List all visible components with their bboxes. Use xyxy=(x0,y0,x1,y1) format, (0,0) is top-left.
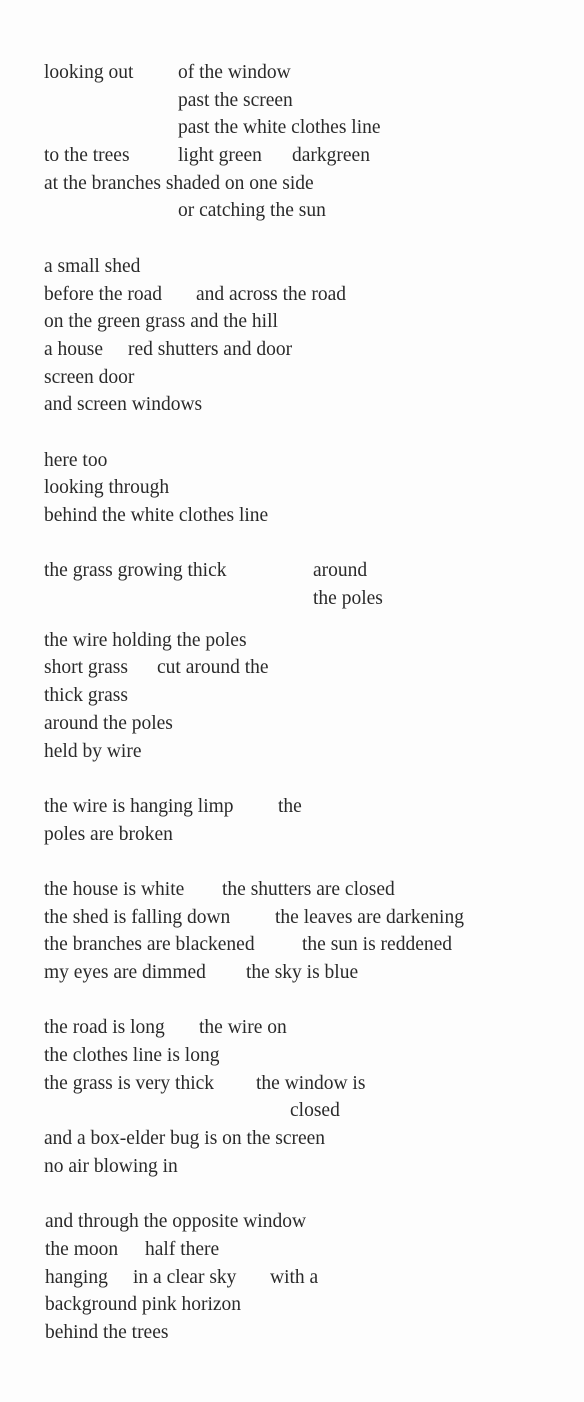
poem-text: thick grass xyxy=(44,685,128,707)
poem-line xyxy=(44,1042,574,1070)
poem-text: and screen windows xyxy=(44,394,203,416)
stanza-4 xyxy=(44,557,574,612)
poem-line xyxy=(44,1291,574,1319)
poem-text: looking through xyxy=(44,477,170,499)
poem-line xyxy=(44,1070,574,1098)
poem-text: the xyxy=(278,795,302,817)
stanza-break xyxy=(44,613,574,627)
poem-text: of the window xyxy=(178,62,291,83)
poem-line xyxy=(44,364,574,392)
poem-line xyxy=(44,114,574,142)
poem-text: my eyes are dimmed xyxy=(44,962,206,983)
poem-line xyxy=(44,876,574,904)
poem-line xyxy=(44,1153,574,1181)
poem-text: the wire is hanging limp xyxy=(44,795,234,817)
poem-text: the shutters are closed xyxy=(222,878,395,900)
poem-text: or catching the sun xyxy=(178,200,326,222)
poem-text: the wire on xyxy=(199,1017,287,1039)
poem-line xyxy=(44,142,574,170)
poem-text: the road is long xyxy=(44,1017,165,1039)
poem-text: behind the white clothes line xyxy=(44,505,269,526)
poem-text: behind the trees xyxy=(45,1321,169,1343)
poem-text: red shutters and door xyxy=(128,338,293,360)
poem-text: the clothes line is long xyxy=(44,1045,220,1067)
poem-text: past the screen xyxy=(178,89,293,111)
poem-line xyxy=(44,391,574,419)
poem-line xyxy=(44,474,574,502)
poem-text: the sky is blue xyxy=(246,962,359,983)
stanza-break xyxy=(44,848,574,876)
poem-line xyxy=(44,1097,574,1125)
poem-text: with a xyxy=(270,1266,319,1288)
poem-text: the window is xyxy=(256,1072,366,1094)
poem-text: past the white clothes line xyxy=(178,117,381,139)
poem-text: and a box-elder bug is on the screen xyxy=(44,1128,326,1150)
poem-text: closed xyxy=(290,1100,340,1122)
poem-text: no air blowing in xyxy=(44,1155,178,1177)
poem-text: at the branches shaded on one side xyxy=(44,172,314,194)
poem-line xyxy=(44,710,574,738)
stanza-1 xyxy=(44,59,574,225)
poem-text: poles are broken xyxy=(44,823,173,845)
poem-line xyxy=(44,585,574,613)
stanza-7 xyxy=(44,876,574,987)
stanza-8 xyxy=(44,1014,574,1180)
poem-text: cut around the xyxy=(157,657,269,679)
stanza-break xyxy=(44,530,574,558)
poem-text: in a clear sky xyxy=(133,1266,237,1288)
poem-line xyxy=(44,336,574,364)
poem-line xyxy=(44,253,574,281)
poem-line xyxy=(44,557,574,585)
poem-line xyxy=(44,793,574,821)
stanza-break xyxy=(44,225,574,253)
poem-line xyxy=(44,1236,574,1264)
poem-text: the sun is reddened xyxy=(302,934,453,956)
poem-line xyxy=(44,1319,574,1347)
poem-text: before the road xyxy=(44,283,163,305)
poem-line xyxy=(44,627,574,655)
poem-line xyxy=(44,738,574,766)
poem-text: light green xyxy=(178,145,262,167)
poem-text: the wire holding the poles xyxy=(44,629,247,651)
poem-line xyxy=(44,502,574,530)
poem-line xyxy=(44,1125,574,1153)
poem-text: the moon xyxy=(45,1238,119,1260)
poem-line xyxy=(44,447,574,475)
stanza-break xyxy=(44,765,574,793)
poem-line xyxy=(44,821,574,849)
poem-line xyxy=(44,197,574,225)
poem-text: held by wire xyxy=(44,740,142,762)
stanza-5 xyxy=(44,627,574,765)
poem-text: looking out xyxy=(44,62,134,83)
poem-line xyxy=(44,281,574,309)
poem-text: a house xyxy=(44,338,104,360)
poem-line xyxy=(44,308,574,336)
poem-text: short grass xyxy=(44,657,128,679)
poem-text: background pink horizon xyxy=(45,1294,242,1316)
poem-text: the poles xyxy=(313,588,383,610)
poem xyxy=(44,59,574,1347)
poem-text: the shed is falling down xyxy=(44,906,231,928)
poem-text: the branches are blackened xyxy=(44,934,255,956)
poem-line xyxy=(44,654,574,682)
poem-text: here too xyxy=(44,449,108,471)
stanza-9 xyxy=(44,1208,574,1346)
poem-text: the grass growing thick xyxy=(44,560,227,582)
stanza-break xyxy=(44,1181,574,1209)
poem-line xyxy=(44,87,574,115)
poem-text: half there xyxy=(145,1238,220,1260)
poem-line xyxy=(44,904,574,932)
stanza-2 xyxy=(44,253,574,419)
poem-line xyxy=(44,1264,574,1292)
poem-text: the grass is very thick xyxy=(44,1072,215,1094)
stanza-6 xyxy=(44,793,574,848)
stanza-3 xyxy=(44,447,574,530)
poem-line xyxy=(44,1014,574,1042)
poem-text: the house is white xyxy=(44,878,185,900)
poem-line xyxy=(44,170,574,198)
poem-text: screen door xyxy=(44,366,135,388)
poem-text: darkgreen xyxy=(292,145,370,167)
poem-text: the leaves are darkening xyxy=(275,906,464,928)
poem-line xyxy=(44,1208,574,1236)
poem-text: and across the road xyxy=(196,283,346,305)
poem-text: and through the opposite window xyxy=(45,1211,307,1233)
stanza-break xyxy=(44,987,574,1015)
poem-text: around xyxy=(313,560,368,582)
poem-text: to the trees xyxy=(44,145,130,167)
poem-line xyxy=(44,959,574,987)
poem-text: on the green grass and the hill xyxy=(44,311,278,333)
poem-line xyxy=(44,59,574,87)
poem-text: hanging xyxy=(45,1266,108,1288)
poem-line xyxy=(44,931,574,959)
poem-text: a small shed xyxy=(44,255,141,277)
poem-line xyxy=(44,682,574,710)
stanza-break xyxy=(44,419,574,447)
poem-text: around the poles xyxy=(44,712,173,734)
